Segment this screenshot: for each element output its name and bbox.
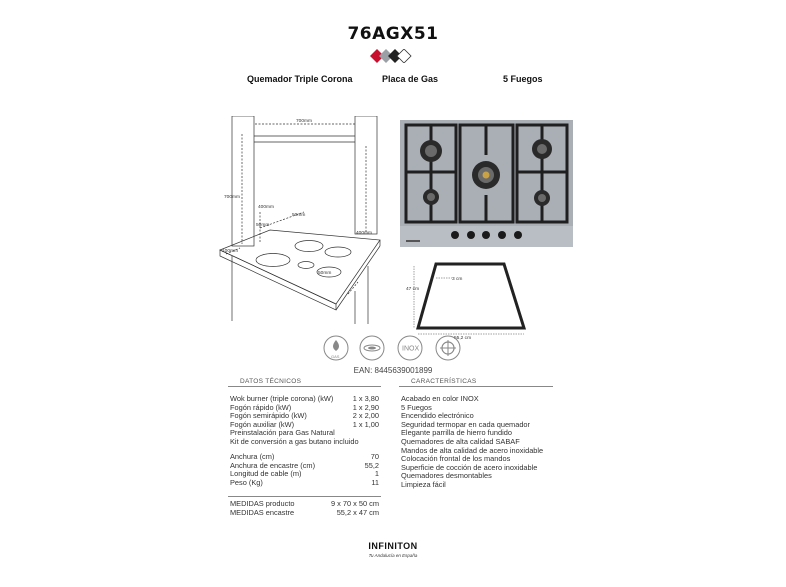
datos-table — [230, 395, 379, 447]
brand-logo: INFINITON — [368, 541, 418, 551]
dim-width: 700mm — [296, 119, 312, 124]
triple-crown-icon — [360, 336, 384, 360]
caracteristicas-list — [401, 395, 561, 490]
cutout-diagram — [404, 256, 534, 340]
spec-row: Fogón rápido (kW) 1 x 2,90 — [230, 402, 379, 412]
feature-icons — [322, 334, 462, 362]
list-item: Mandos de alta calidad de acero inoxidable — [401, 445, 544, 455]
datos-title: DATOS TÉCNICOS — [240, 378, 302, 385]
list-item: Superficie de cocción de acero inoxidable — [401, 462, 538, 472]
cutout-corner: 3 cm — [452, 277, 463, 282]
cast-iron-icon — [436, 336, 460, 360]
cutout-side: 47 cm — [406, 287, 420, 292]
caracteristicas-rule — [399, 386, 553, 387]
subtitle-type: Placa de Gas — [382, 74, 439, 84]
inox-icon — [398, 336, 422, 360]
subtitle-burner: Quemador Triple Corona — [247, 74, 353, 84]
spec-row: Anchura (cm) 70 — [230, 452, 379, 461]
brand-tagline: Tu Andalucía en España — [368, 553, 418, 558]
spec-row: Fogón semirápido (kW) 2 x 2,00 — [230, 411, 379, 421]
datos-table-2 — [230, 453, 379, 487]
spec-row: Anchura de encastre (cm) 55,2 — [230, 460, 379, 470]
cutout-width: 55,2 cm — [454, 336, 472, 340]
svg-text:INOX: INOX — [402, 345, 420, 353]
spec-row: MEDIDAS producto 9 x 70 x 50 cm — [230, 499, 379, 508]
svg-text:GAS: GAS — [331, 354, 340, 359]
list-item: Colocación frontal de los mandos — [401, 454, 511, 464]
dim-gap: 50mm — [256, 223, 270, 228]
spec-row: Wok burner (triple corona) (kW) 1 x 3,80 — [230, 394, 379, 403]
datos-rule — [228, 386, 381, 387]
dim-front: 100mm — [222, 249, 238, 254]
list-item: Seguridad termopar en cada quemador — [401, 419, 531, 429]
datos-rule-2 — [228, 496, 381, 497]
installation-diagram — [218, 116, 388, 326]
spec-row: Peso (Kg) 11 — [230, 477, 379, 487]
hob-photo — [400, 120, 573, 247]
dim-height: 700mm — [224, 195, 240, 200]
medidas-table — [230, 500, 379, 517]
ean-code: EAN: 8445639001899 — [353, 366, 433, 375]
subtitle-burners: 5 Fuegos — [503, 74, 543, 84]
spec-row: Fogón auxiliar (kW) 1 x 1,00 — [230, 419, 379, 429]
list-item: Quemadores desmontables — [401, 471, 492, 481]
list-item: Encendido electrónico — [401, 411, 474, 421]
dim-depth: 400mm — [258, 205, 274, 210]
dim-side: 400mm — [356, 231, 372, 236]
brand-diamonds — [370, 49, 416, 63]
list-item: Quemadores de alta calidad SABAF — [401, 436, 520, 446]
dim-min: 50mm — [318, 271, 332, 276]
spec-row: Kit de conversión a gas butano incluido — [230, 436, 359, 446]
caracteristicas-title: CARACTERÍSTICAS — [411, 378, 477, 385]
list-item: Limpieza fácil — [401, 479, 446, 489]
list-item: Elegante parrilla de hierro fundido — [401, 428, 512, 438]
list-item: Acabado en color INOX — [401, 394, 479, 403]
spec-row: MEDIDAS encastre 55,2 x 47 cm — [230, 507, 379, 517]
spec-row: Preinstalación para Gas Natural — [230, 428, 335, 438]
gas-icon — [324, 336, 348, 360]
dim-gap2: 50mm — [292, 213, 306, 218]
list-item: 5 Fuegos — [401, 402, 432, 412]
spec-row: Longitud de cable (m) 1 — [230, 469, 379, 479]
model-title: 76AGX51 — [347, 24, 439, 44]
